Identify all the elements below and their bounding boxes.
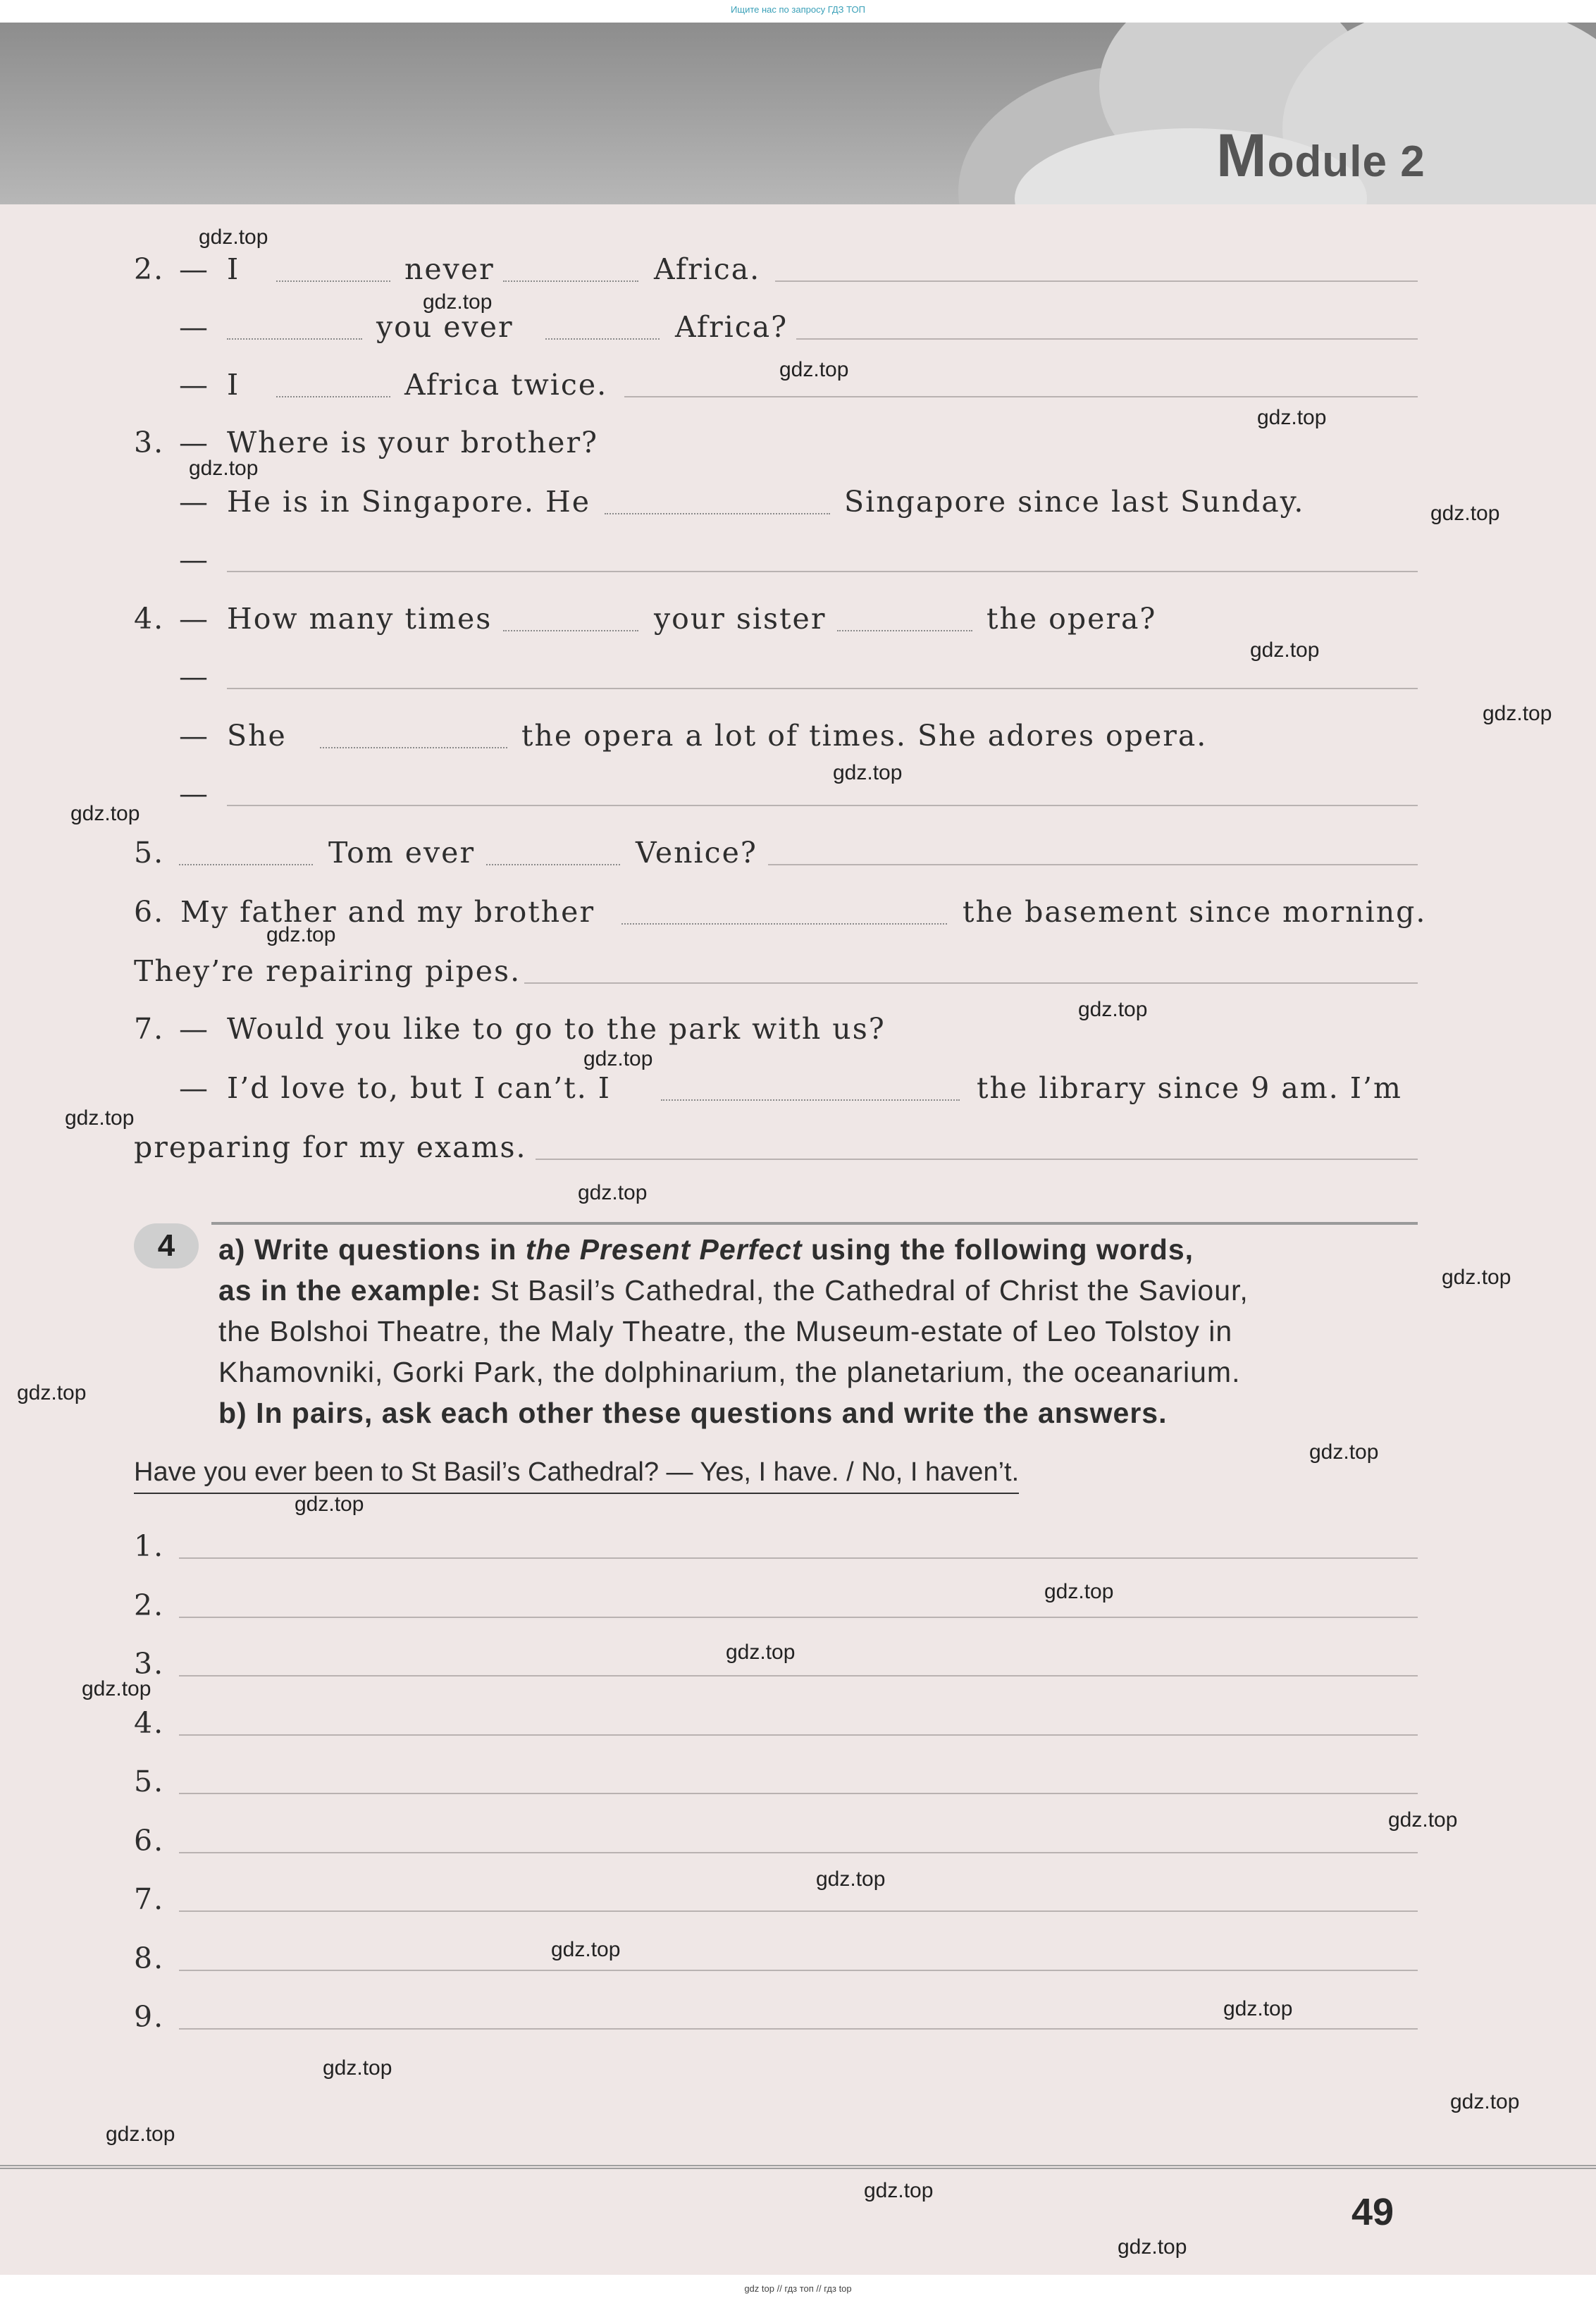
dash: — — [179, 602, 209, 636]
answer-line[interactable] — [227, 571, 1418, 572]
watermark: gdz.top — [779, 358, 849, 381]
item-number: 6. — [134, 895, 165, 929]
item-text: I — [227, 252, 240, 286]
item-number: 4. — [134, 602, 165, 636]
dash: — — [179, 426, 209, 459]
answer-line[interactable] — [179, 1970, 1418, 1971]
answer-line[interactable] — [179, 1734, 1418, 1736]
task-b: b) In pairs, ask each other these questions and write the answers. — [218, 1397, 1168, 1429]
answer-line[interactable] — [624, 396, 1418, 397]
answer-number: 7. — [134, 1882, 165, 1916]
answer-number: 8. — [134, 1941, 165, 1975]
dash: — — [179, 1071, 209, 1105]
item-text: preparing for my exams. — [134, 1130, 527, 1164]
answer-number: 4. — [134, 1706, 165, 1740]
dash: — — [179, 485, 209, 519]
watermark: gdz.top — [17, 1381, 87, 1404]
item-text: the opera? — [986, 602, 1157, 636]
watermark: gdz.top — [189, 457, 259, 480]
watermark: gdz.top — [1118, 2235, 1187, 2259]
answer-blank[interactable] — [605, 513, 830, 514]
item-text: Africa twice. — [404, 368, 608, 402]
answer-line[interactable] — [227, 688, 1418, 689]
footer-notice: gdz top // гдз топ // гдз top — [744, 2283, 852, 2294]
answer-line[interactable] — [179, 1675, 1418, 1677]
dash: — — [179, 719, 209, 753]
answer-blank[interactable] — [503, 280, 638, 282]
module-title: Module 2 — [1216, 122, 1425, 190]
item-number: 2. — [134, 252, 165, 286]
answer-blank[interactable] — [545, 338, 660, 340]
answer-line[interactable] — [768, 864, 1418, 865]
footer-rule — [0, 2165, 1596, 2169]
answer-blank[interactable] — [227, 338, 362, 340]
dash: — — [179, 660, 209, 693]
answer-line[interactable] — [536, 1159, 1418, 1160]
watermark: gdz.top — [1450, 2090, 1520, 2113]
watermark: gdz.top — [1442, 1266, 1511, 1289]
answer-number: 2. — [134, 1588, 165, 1622]
item-text: the basement since morning. — [963, 895, 1427, 929]
watermark: gdz.top — [583, 1047, 653, 1070]
item-text: He is in Singapore. He — [227, 485, 590, 519]
item-text: Where is your brother? — [227, 426, 599, 459]
answer-blank[interactable] — [276, 396, 390, 397]
item-text: never — [404, 252, 495, 286]
item-text: your sister — [654, 602, 827, 636]
dash: — — [179, 543, 209, 576]
dash: — — [179, 777, 209, 810]
answer-blank[interactable] — [621, 923, 947, 925]
dash: — — [179, 368, 209, 402]
watermark: gdz.top — [1257, 406, 1327, 429]
item-number: 5. — [134, 836, 165, 870]
watermark: gdz.top — [65, 1106, 135, 1130]
page-number: 49 — [1351, 2191, 1394, 2233]
top-notice: Ищите нас по запросу ГДЗ ТОП — [731, 4, 865, 15]
top-notice-strip — [0, 0, 1596, 23]
answer-blank[interactable] — [661, 1099, 960, 1101]
item-number: 3. — [134, 426, 165, 459]
exercise-number-badge: 4 — [134, 1223, 199, 1268]
watermark: gdz.top — [864, 2179, 934, 2202]
watermark: gdz.top — [1223, 1997, 1293, 2020]
watermark: gdz.top — [423, 290, 493, 314]
item-text: I’d love to, but I can’t. I — [227, 1071, 611, 1105]
item-text: Africa. — [654, 252, 761, 286]
watermark: gdz.top — [1430, 502, 1500, 525]
watermark: gdz.top — [1309, 1440, 1379, 1464]
watermark: gdz.top — [295, 1493, 364, 1516]
answer-line[interactable] — [179, 1557, 1418, 1559]
dash: — — [179, 310, 209, 344]
watermark: gdz.top — [1483, 702, 1552, 725]
watermark: gdz.top — [82, 1677, 151, 1700]
watermark: gdz.top — [266, 923, 336, 946]
task-a-line1: a) Write questions in the Present Perfect using the following words, — [218, 1233, 1194, 1266]
answer-number: 1. — [134, 1529, 165, 1563]
answer-line[interactable] — [179, 1793, 1418, 1794]
watermark: gdz.top — [106, 2123, 175, 2146]
item-text: Singapore since last Sunday. — [844, 485, 1305, 519]
item-text: My father and my brother — [180, 895, 595, 929]
item-text: Would you like to go to the park with us? — [227, 1012, 886, 1046]
watermark: gdz.top — [199, 226, 268, 249]
answer-blank[interactable] — [486, 864, 620, 865]
item-text: Tom ever — [328, 836, 476, 870]
answer-line[interactable] — [179, 1910, 1418, 1912]
answer-blank[interactable] — [837, 630, 972, 631]
answer-number: 5. — [134, 1765, 165, 1798]
watermark: gdz.top — [578, 1181, 648, 1204]
answer-line[interactable] — [796, 338, 1418, 340]
watermark: gdz.top — [833, 761, 903, 784]
answer-line[interactable] — [179, 1617, 1418, 1618]
item-text: I — [227, 368, 240, 402]
watermark: gdz.top — [726, 1641, 796, 1664]
answer-blank[interactable] — [320, 747, 507, 748]
watermark: gdz.top — [816, 1867, 886, 1891]
item-text: the library since 9 am. I’m — [977, 1071, 1402, 1105]
module-banner — [0, 23, 1596, 204]
task-a-line4: Khamovniki, Gorki Park, the dolphinarium, the planetarium, the oceanarium. — [218, 1356, 1241, 1388]
watermark: gdz.top — [1250, 638, 1320, 662]
watermark: gdz.top — [1388, 1808, 1458, 1832]
answer-blank[interactable] — [503, 630, 638, 631]
answer-number: 3. — [134, 1647, 165, 1681]
task-a-line2: as in the example: St Basil’s Cathedral, the Cathedral of Christ the Saviour, — [218, 1274, 1249, 1307]
footer-notice-strip — [0, 2275, 1596, 2303]
watermark: gdz.top — [1078, 998, 1148, 1021]
answer-blank[interactable] — [276, 280, 390, 282]
item-text: They’re repairing pipes. — [134, 954, 521, 988]
item-text: How many times — [227, 602, 493, 636]
answer-blank[interactable] — [179, 864, 313, 865]
exercise-divider — [211, 1222, 1418, 1225]
item-text: Africa? — [675, 310, 788, 344]
item-text: Venice? — [636, 836, 757, 870]
item-text: the opera a lot of times. She adores opera. — [521, 719, 1208, 753]
watermark: gdz.top — [70, 802, 140, 825]
example-sentence: Have you ever been to St Basil’s Cathedral? — Yes, I have. / No, I haven’t. — [134, 1452, 1019, 1494]
answer-line[interactable] — [524, 982, 1418, 984]
task-a-line3: the Bolshoi Theatre, the Maly Theatre, the Museum-estate of Leo Tolstoy in — [218, 1315, 1233, 1347]
dash: — — [179, 1012, 209, 1046]
answer-line[interactable] — [179, 1852, 1418, 1853]
watermark: gdz.top — [323, 2056, 392, 2080]
dash: — — [179, 252, 209, 286]
item-number: 7. — [134, 1012, 165, 1046]
watermark: gdz.top — [1044, 1580, 1114, 1603]
answer-line[interactable] — [227, 805, 1418, 806]
item-text: you ever — [376, 310, 514, 344]
answer-line[interactable] — [179, 2028, 1418, 2030]
answer-number: 6. — [134, 1824, 165, 1858]
item-text: She — [227, 719, 287, 753]
watermark: gdz.top — [551, 1938, 621, 1961]
answer-number: 9. — [134, 2000, 165, 2034]
answer-line[interactable] — [775, 280, 1418, 282]
